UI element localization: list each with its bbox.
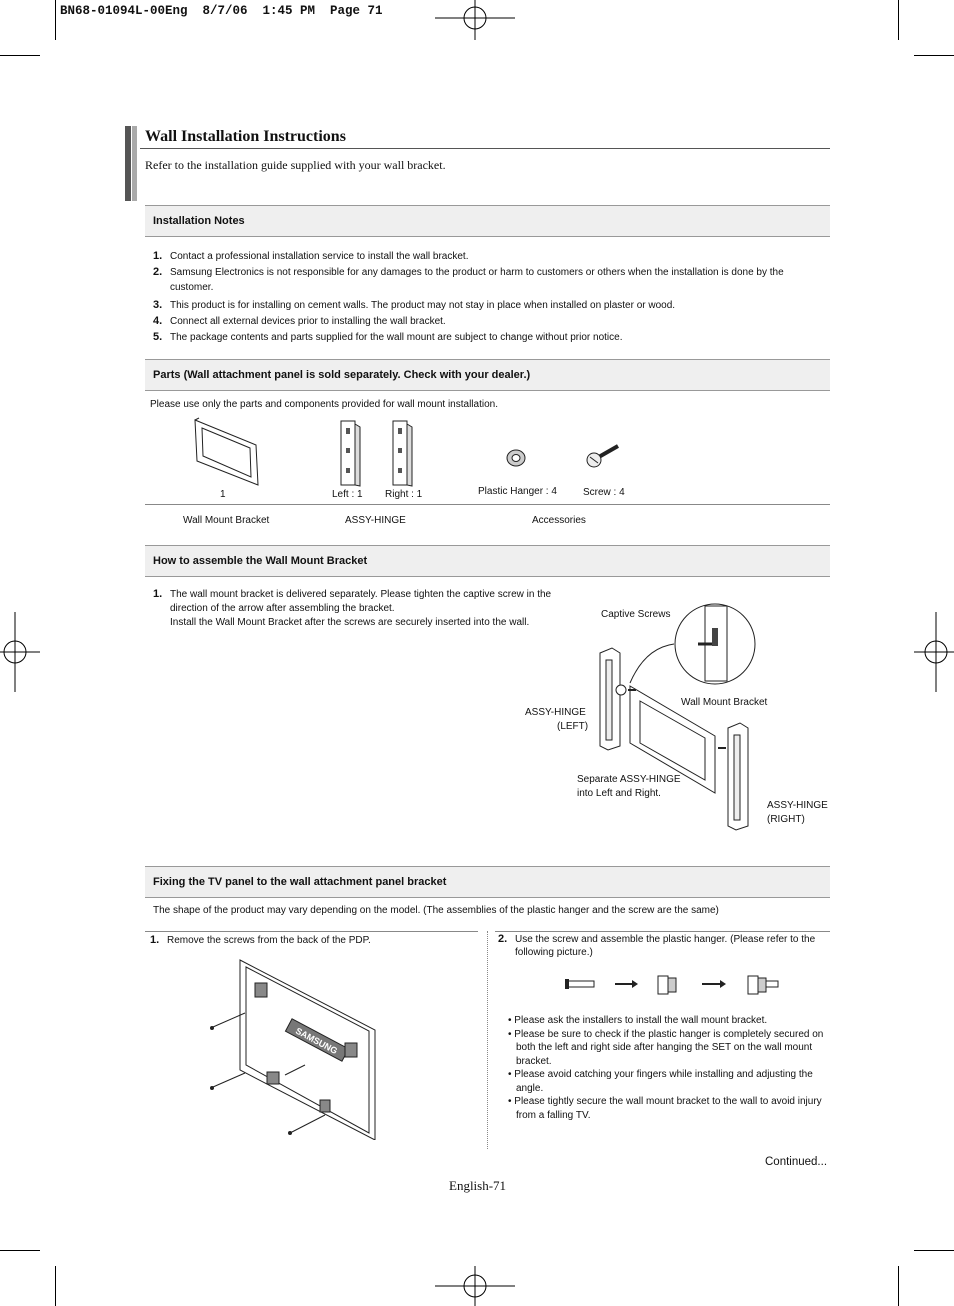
registration-mark-left (0, 612, 40, 692)
note-item: 3. This product is for installing on cement walls. The product may not stay in place when installed on plaster or wood. (153, 299, 676, 311)
section-installation-notes (145, 205, 830, 237)
screw-icon (583, 440, 623, 472)
callout-hinge-left-side: (LEFT) (557, 721, 589, 732)
group-label-hinge: ASSY-HINGE (345, 515, 406, 526)
callout-hinge-right-side: (RIGHT) (767, 814, 805, 825)
plastic-hanger-label: Plastic Hanger : 4 (478, 486, 557, 497)
crop-mark (898, 1266, 899, 1306)
hinge-right-label: Right : 1 (385, 489, 423, 500)
print-slug: BN68-01094L-00Eng 8/7/06 1:45 PM Page 71 (60, 4, 383, 18)
parts-divider (145, 504, 830, 505)
note-item-continued: customer. (170, 282, 214, 293)
crop-mark (55, 1266, 56, 1306)
page-title: Wall Installation Instructions (145, 128, 346, 145)
group-label-accessories: Accessories (532, 515, 586, 526)
assemble-step: 1. The wall mount bracket is delivered separately. Please tighten the captive screw in the (153, 588, 552, 600)
crop-mark (0, 1250, 40, 1251)
wall-mount-bracket-illustration (190, 415, 262, 487)
registration-mark-top (435, 0, 515, 40)
note-item: 1. Contact a professional installation service to install the wall bracket. (153, 250, 469, 262)
section-heading: Installation Notes (153, 215, 245, 227)
page-subtitle: Refer to the installation guide supplied with your wall bracket. (145, 158, 446, 172)
section-heading: Fixing the TV panel to the wall attachment panel bracket (153, 876, 447, 888)
title-divider (140, 148, 830, 149)
section-heading: How to assemble the Wall Mount Bracket (153, 555, 368, 567)
svg-text:SAMSUNG: SAMSUNG (293, 1025, 340, 1057)
fixing-step-1: 1. Remove the screws from the back of the PDP. (150, 934, 371, 946)
note-item: 5. The package contents and parts supplied for the wall mount are subject to change without prior notice. (153, 331, 623, 343)
section-parts (145, 359, 830, 391)
registration-mark-bottom (435, 1266, 515, 1306)
crop-mark (914, 1250, 954, 1251)
parts-intro: Please use only the parts and components provided for wall mount installation. (150, 399, 498, 410)
crop-mark (0, 55, 40, 56)
callout-hinge-right: ASSY-HINGE (767, 800, 828, 811)
note-item: 2. Samsung Electronics is not responsible for any damages to the product or harm to customers or others when the installation is done by the (153, 266, 784, 278)
assemble-step-line: Install the Wall Mount Bracket after the screws are securely inserted into the wall. (170, 617, 530, 628)
callout-separate: Separate ASSY-HINGE (577, 774, 681, 785)
title-accent-bar (125, 126, 131, 201)
note-item: 4. Connect all external devices prior to installing the wall bracket. (153, 315, 446, 327)
title-accent-bar (132, 126, 137, 201)
hinge-right-illustration (387, 418, 417, 488)
fixing-step-2-line: following picture.) (515, 947, 593, 958)
screw-label: Screw : 4 (583, 487, 625, 498)
list-item: • Please be sure to check if the plastic hanger is completely secured on both the left and right side after hanging the SET on the wall mount bracket. (508, 1028, 824, 1067)
crop-mark (914, 55, 954, 56)
list-item: • Please avoid catching your fingers while installing and adjusting the angle. (508, 1069, 813, 1094)
crop-mark (898, 0, 899, 40)
group-label-bracket: Wall Mount Bracket (183, 515, 270, 526)
callout-separate-line2: into Left and Right. (577, 788, 661, 799)
list-item: • Please tightly secure the wall mount bracket to the wall to avoid injury from a falling TV. (508, 1096, 822, 1121)
section-heading: Parts (Wall attachment panel is sold separately. Check with your dealer.) (153, 369, 531, 381)
plastic-hanger-icon (503, 444, 533, 472)
continued-label: Continued... (765, 1156, 828, 1168)
callout-wall-mount-bracket: Wall Mount Bracket (681, 697, 768, 708)
hanger-assembly-sequence (560, 968, 785, 1002)
fixing-step-2: 2. Use the screw and assemble the plastic hanger. (Please refer to the (498, 933, 816, 945)
section-fixing (145, 866, 830, 898)
list-item: • Please ask the installers to install the wall mount bracket. (508, 1015, 768, 1026)
callout-hinge-left: ASSY-HINGE (525, 707, 586, 718)
tv-back-illustration (205, 955, 390, 1140)
assemble-step-line: direction of the arrow after assembling the bracket. (170, 603, 395, 614)
registration-mark-right (914, 612, 954, 692)
callout-captive-screws: Captive Screws (601, 609, 671, 620)
bracket-qty: 1 (220, 489, 226, 500)
fixing-bullet-list (508, 1014, 830, 1122)
crop-mark (55, 0, 56, 40)
fixing-intro: The shape of the product may vary depending on the model. (The assemblies of the plastic hanger and the screw are the same) (153, 905, 719, 916)
column-divider (487, 931, 488, 1149)
page-number: English-71 (449, 1178, 507, 1193)
hinge-left-illustration (335, 418, 365, 488)
section-assemble (145, 545, 830, 577)
hinge-left-label: Left : 1 (332, 489, 363, 500)
